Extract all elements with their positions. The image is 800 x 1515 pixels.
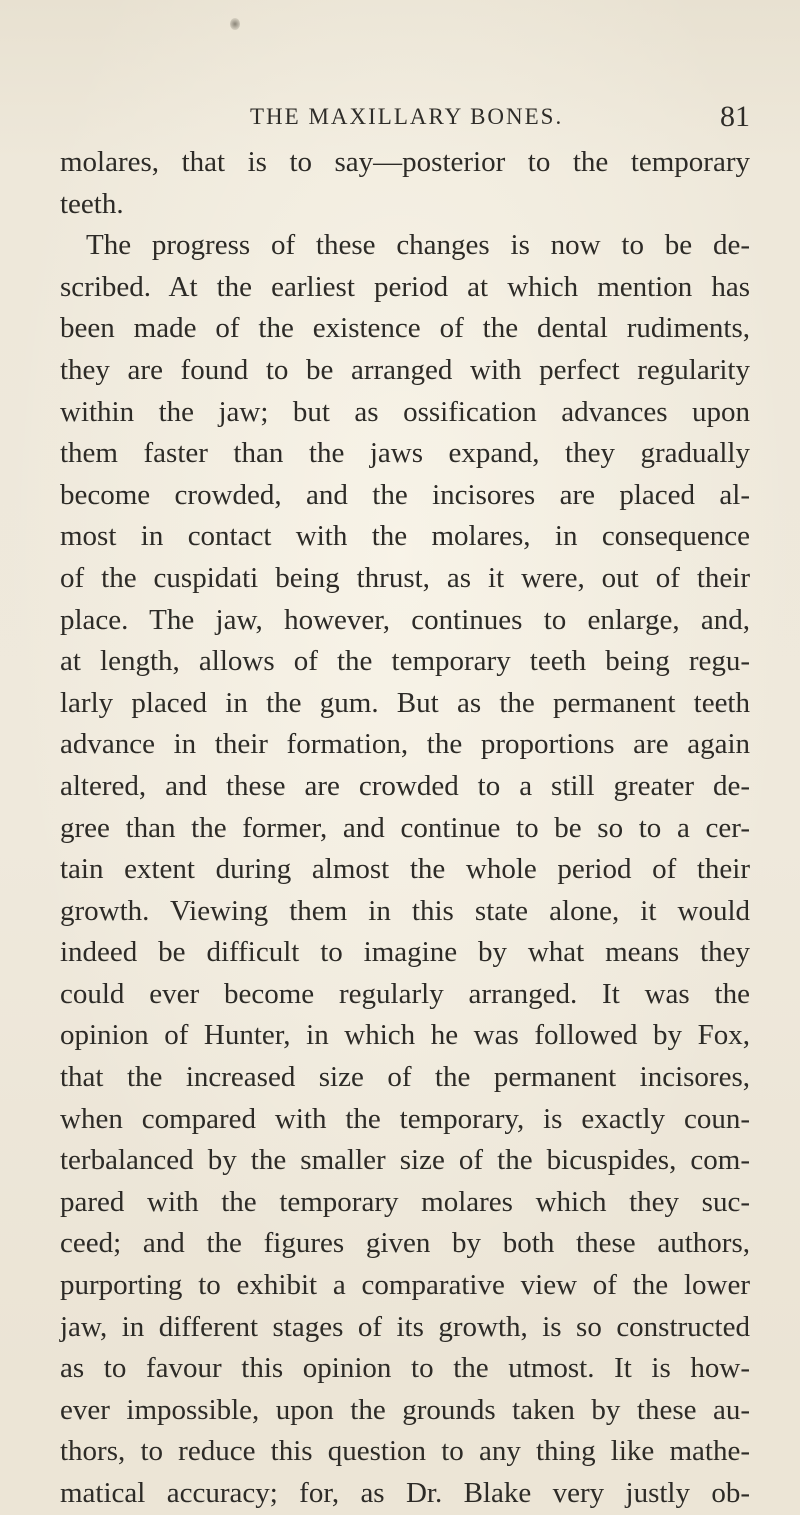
text-line: when compared with the temporary, is exactly coun- <box>60 1102 750 1135</box>
text-line: advance in their formation, the proportions are again <box>60 728 750 761</box>
page-header <box>0 100 800 140</box>
text-line: larly placed in the gum. But as the permanent teeth <box>60 686 750 719</box>
page-number: 81 <box>720 100 750 133</box>
text-line: most in contact with the molares, in consequence <box>60 520 750 553</box>
text-line: ceed; and the figures given by both these authors, <box>60 1227 750 1260</box>
text-line: jaw, in different stages of its growth, is so constructed <box>60 1310 750 1343</box>
text-line: opinion of Hunter, in which he was followed by Fox, <box>60 1019 750 1052</box>
text-line: at length, allows of the temporary teeth being regu- <box>60 645 750 678</box>
body-text <box>60 142 750 1515</box>
text-line: terbalanced by the smaller size of the bicuspides, com- <box>60 1144 750 1177</box>
text-line: pared with the temporary molares which they suc- <box>60 1185 750 1218</box>
text-line: altered, and these are crowded to a still greater de- <box>60 769 750 802</box>
running-head: THE MAXILLARY BONES. <box>250 104 564 129</box>
text-line: as to favour this opinion to the utmost. It is how- <box>60 1352 750 1385</box>
text-line: within the jaw; but as ossification advances upon <box>60 395 750 428</box>
text-line: of the cuspidati being thrust, as it were, out of their <box>60 561 750 594</box>
text-line: molares, that is to say—posterior to the temporary <box>60 146 750 178</box>
ink-smudge <box>230 18 240 30</box>
text-line: growth. Viewing them in this state alone, it would <box>60 894 750 927</box>
text-line: become crowded, and the incisores are placed al- <box>60 478 750 511</box>
text-line: matical accuracy; for, as Dr. Blake very justly ob- <box>60 1477 750 1509</box>
text-line: them faster than the jaws expand, they gradually <box>60 437 750 470</box>
text-line: tain extent during almost the whole period of their <box>60 853 750 886</box>
text-line: that the increased size of the permanent incisores, <box>60 1061 750 1094</box>
text-line: ever impossible, upon the grounds taken by these au- <box>60 1393 750 1426</box>
text-line: scribed. At the earliest period at which mention has <box>60 270 750 303</box>
text-line: place. The jaw, however, continues to enlarge, and, <box>60 603 750 636</box>
text-line: could ever become regularly arranged. It was the <box>60 977 750 1010</box>
text-line: thors, to reduce this question to any thing like mathe- <box>60 1435 750 1468</box>
text-line: been made of the existence of the dental rudiments, <box>60 312 750 345</box>
text-line: purporting to exhibit a comparative view of the lower <box>60 1269 750 1302</box>
text-line: The progress of these changes is now to be de- <box>86 229 750 262</box>
text-line: they are found to be arranged with perfect regularity <box>60 353 750 386</box>
text-line: gree than the former, and continue to be so to a cer- <box>60 811 750 844</box>
text-line: teeth. <box>60 187 124 220</box>
text-line: indeed be difficult to imagine by what means they <box>60 936 750 969</box>
